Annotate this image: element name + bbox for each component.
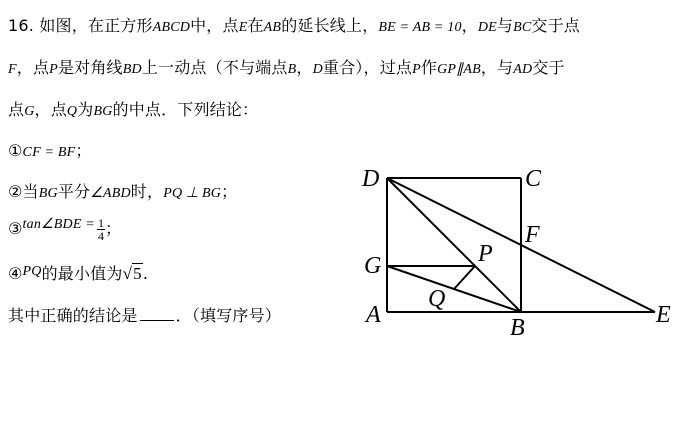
sqrt-five: √5 xyxy=(122,264,142,283)
statement-4: ④PQ的最小值为√5. xyxy=(8,264,149,283)
statement-1-marker: ① xyxy=(8,141,23,160)
fraction-one-quarter: $\frac{1}{4}$ xyxy=(97,216,105,243)
statement-2: ②当BG平分∠ABD时，PQ ⊥ BG； xyxy=(8,182,238,201)
label-E: E xyxy=(656,302,671,328)
statement-1: ①CF = BF； xyxy=(8,141,92,160)
label-Q: Q xyxy=(428,286,446,312)
question-number: 16. xyxy=(8,16,35,35)
statement-3: ③tan∠BDE = $\frac{1}{4}$ ； xyxy=(8,216,122,243)
given-equation: BE = AB = 10 xyxy=(378,20,462,35)
statement-2-marker: ② xyxy=(8,182,23,201)
label-G: G xyxy=(364,253,382,279)
label-P: P xyxy=(478,241,493,267)
segment-DB xyxy=(387,178,521,312)
label-C: C xyxy=(525,166,542,192)
label-A: A xyxy=(366,302,381,328)
question-line-1: 16. 如图，在正方形ABCD中，点E在AB的延长线上，BE = AB = 10，DE与BC交于点 xyxy=(8,16,581,35)
label-B: B xyxy=(510,315,525,341)
label-F: F xyxy=(525,222,540,248)
segment-PQ xyxy=(454,266,475,289)
statement-3-marker: ③ xyxy=(8,219,23,238)
answer-line: 其中正确的结论是 ．（填写序号） xyxy=(8,306,282,325)
label-D: D xyxy=(362,166,380,192)
statement-4-marker: ④ xyxy=(8,264,23,283)
question-line-3: 点G，点Q为BG的中点．下列结论： xyxy=(8,100,259,119)
question-line-2: F，点P是对角线BD上一动点（不与端点B，D重合），过点P作GP∥AB，与AD交于 xyxy=(8,58,565,77)
